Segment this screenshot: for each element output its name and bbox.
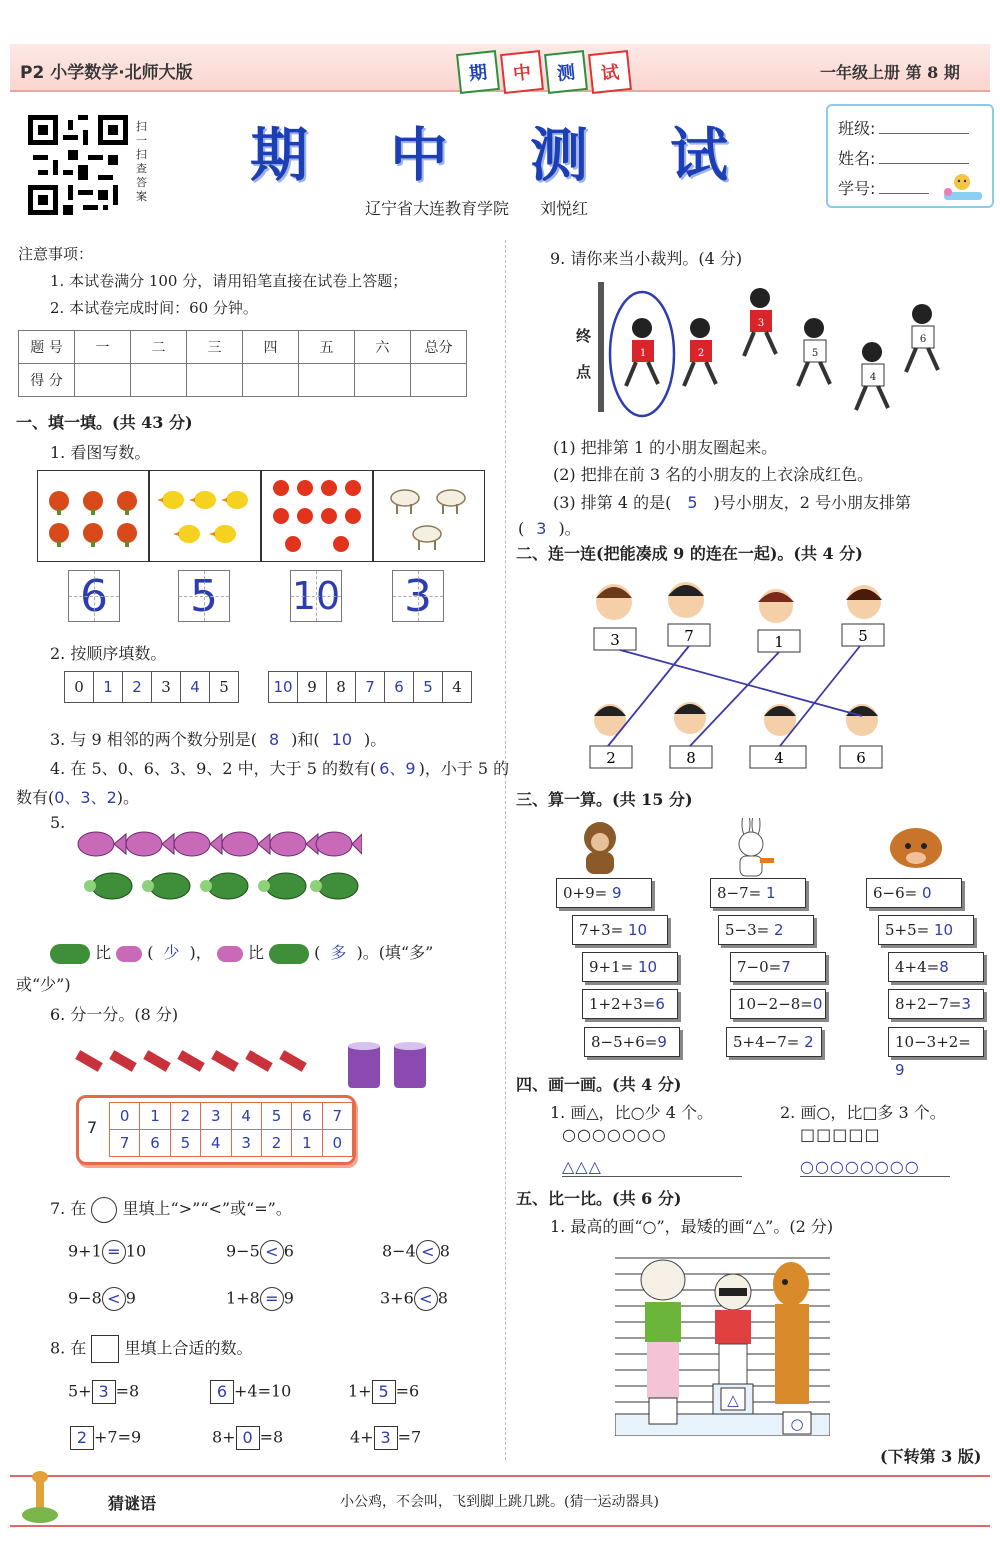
- seq-answer[interactable]: 6: [385, 672, 414, 703]
- split-answer[interactable]: 2: [261, 1130, 291, 1157]
- header-right: 一年级上册 第 8 期: [820, 63, 960, 82]
- split-answer[interactable]: 7: [322, 1103, 352, 1130]
- qr-caption: 扫一扫 查答案: [136, 120, 147, 203]
- cell: 六: [355, 331, 411, 364]
- bear-icon: [715, 1274, 751, 1384]
- svg-text:5: 5: [811, 348, 819, 359]
- compare-item: 1+8 = 9: [226, 1287, 294, 1311]
- calc-item[interactable]: 10−3+2= 9: [888, 1027, 984, 1057]
- pencil-cup-icon: [72, 1040, 432, 1092]
- split-answer[interactable]: 6: [292, 1103, 322, 1130]
- fill-answer[interactable]: 3: [374, 1426, 398, 1450]
- sequence-a: [64, 671, 239, 703]
- kid-icon: [758, 589, 800, 652]
- fish-icon: [116, 946, 142, 962]
- score-cell[interactable]: [243, 364, 299, 397]
- answer-box: [649, 1398, 677, 1424]
- calc-item[interactable]: 5+4−7= 2: [726, 1027, 822, 1057]
- apple-group: [261, 470, 373, 562]
- calc-item[interactable]: 8−7= 1: [710, 878, 806, 908]
- seq-cell: 0: [65, 672, 94, 703]
- calc-item[interactable]: 10−2−8=0: [730, 989, 826, 1019]
- split-table: [109, 1102, 353, 1157]
- q9-sub2: (2) 把排在前 3 名的小朋友的上衣涂成红色。: [553, 465, 874, 484]
- score-cell[interactable]: [355, 364, 411, 397]
- fill-answer[interactable]: 5: [372, 1380, 396, 1404]
- split-answer[interactable]: 3: [201, 1103, 231, 1130]
- calc-item[interactable]: 0+9= 9: [556, 878, 652, 908]
- s4-q2-answer[interactable]: ○○○○○○○○: [800, 1157, 950, 1177]
- seq-answer[interactable]: 10: [269, 672, 298, 703]
- cell: 得 分: [19, 364, 75, 397]
- author-name: 刘悦红: [540, 199, 589, 218]
- notice-item: 2. 本试卷完成时间：60 分钟。: [50, 299, 258, 317]
- seq-answer[interactable]: 5: [414, 672, 443, 703]
- title-char: 期: [250, 121, 311, 189]
- compare-answer[interactable]: <: [414, 1287, 438, 1311]
- badge: 中: [500, 50, 544, 94]
- svg-text:○: ○: [790, 1415, 804, 1433]
- cell: 题 号: [19, 331, 75, 364]
- split-answer[interactable]: 5: [170, 1130, 200, 1157]
- fill-answer[interactable]: 6: [210, 1380, 234, 1404]
- title-char: 测: [529, 121, 590, 189]
- turtle-icon: [50, 944, 90, 964]
- turn-note: (下转第 3 版): [880, 1447, 982, 1466]
- answer-box[interactable]: 6: [68, 570, 120, 622]
- notice-head: 注意事项：: [18, 245, 94, 263]
- s5-q1: 1. 最高的画“○”，最矮的画“△”。(2 分): [550, 1217, 834, 1236]
- question-label: 9. 请你来当小裁判。(4 分): [550, 249, 743, 268]
- badge: 期: [456, 50, 500, 94]
- kid-icon: [840, 704, 882, 768]
- finish-post-icon: [598, 282, 604, 412]
- seq-cell: 3: [152, 672, 181, 703]
- kid-icon: [590, 704, 632, 768]
- goat-group: [373, 470, 485, 562]
- answer[interactable]: 多: [330, 943, 347, 962]
- flower-group: [37, 470, 149, 562]
- split-answer[interactable]: 6: [140, 1130, 170, 1157]
- s4-q1: 1. 画△，比○少 4 个。: [550, 1103, 713, 1122]
- question-3: 3. 与 9 相邻的两个数分别是( 8 )和( 10 )。: [50, 730, 387, 749]
- compare-answer[interactable]: =: [102, 1240, 126, 1264]
- runner-icon: [906, 304, 938, 372]
- compare-answer[interactable]: <: [102, 1287, 126, 1311]
- split-board: [76, 1095, 356, 1165]
- rabbit-icon: [739, 818, 774, 876]
- count-pictures: [37, 470, 485, 562]
- answer-box[interactable]: 5: [178, 570, 230, 622]
- calc-item[interactable]: 9+1= 10: [582, 952, 678, 982]
- section-head: 三、算一算。(共 15 分): [516, 790, 693, 809]
- cell: 二: [131, 331, 187, 364]
- column-divider: [505, 240, 506, 1460]
- answer[interactable]: 6、9: [379, 759, 416, 778]
- question-label: 1. 看图写数。: [50, 443, 151, 462]
- svg-text:6: 6: [919, 334, 927, 345]
- fish-icon: [217, 946, 243, 962]
- id-field[interactable]: 学号:: [838, 176, 929, 199]
- svg-text:6: 6: [856, 749, 866, 767]
- compare-item: 9−5 < 6: [226, 1240, 294, 1264]
- s4-q1-answer[interactable]: △△△: [562, 1157, 742, 1177]
- runner-icon: [798, 318, 830, 386]
- name-field[interactable]: 姓名:: [838, 146, 969, 169]
- seq-cell: 4: [443, 672, 472, 703]
- calc-item[interactable]: 7+3= 10: [572, 915, 668, 945]
- calc-item[interactable]: 6−6= 0: [866, 878, 962, 908]
- split-answer[interactable]: 4: [201, 1130, 231, 1157]
- svg-text:3: 3: [757, 318, 765, 329]
- seq-answer[interactable]: 1: [94, 672, 123, 703]
- s4-q1-given: ○○○○○○○: [562, 1125, 667, 1144]
- dog-icon: [641, 1260, 685, 1398]
- seq-cell: 8: [327, 672, 356, 703]
- question-label: 6. 分一分。(8 分): [50, 1005, 179, 1024]
- footer-label: 猜谜语: [108, 1494, 157, 1513]
- runner-icon: [744, 288, 776, 356]
- cell: 三: [187, 331, 243, 364]
- monkey-icon: [584, 822, 616, 874]
- answer[interactable]: 3: [536, 519, 547, 538]
- answer[interactable]: 8: [268, 730, 280, 749]
- fill-answer[interactable]: 2: [70, 1426, 94, 1450]
- question-7-label: 7. 在 里填上“>”“<”或“=”。: [50, 1196, 292, 1223]
- sequence-b: [268, 671, 472, 703]
- calc-item[interactable]: 8+2−7=3: [888, 989, 984, 1019]
- calc-item[interactable]: 8−5+6=9: [584, 1027, 680, 1057]
- cow-icon: [890, 828, 942, 868]
- animal-icons: [574, 818, 954, 878]
- section-head: 五、比一比。(共 6 分): [516, 1189, 682, 1208]
- question-label: 2. 按顺序填数。: [50, 644, 167, 663]
- svg-text:1: 1: [774, 633, 784, 651]
- question-5-tail: 或“少”): [16, 975, 71, 994]
- answer-box[interactable]: 3: [392, 570, 444, 622]
- giraffe-icon: [940, 172, 986, 202]
- calc-item[interactable]: 7−0=7: [730, 952, 826, 982]
- calc-item[interactable]: 1+2+3=6: [582, 989, 678, 1019]
- author-org: 辽宁省大连教育学院: [365, 199, 510, 218]
- kid-icon: [594, 584, 636, 650]
- split-answer[interactable]: 2: [170, 1103, 200, 1130]
- score-cell[interactable]: [411, 364, 467, 397]
- split-answer[interactable]: 0: [110, 1103, 140, 1130]
- duck-group: [149, 470, 261, 562]
- svg-text:3: 3: [610, 631, 620, 649]
- fill-item: 5+ 3 =8: [68, 1380, 139, 1404]
- svg-text:2: 2: [697, 348, 705, 359]
- fill-item: 6 +4=10: [210, 1380, 291, 1404]
- compare-answer[interactable]: <: [416, 1240, 440, 1264]
- svg-text:4: 4: [869, 372, 877, 383]
- score-cell[interactable]: [75, 364, 131, 397]
- svg-text:7: 7: [684, 627, 694, 645]
- section-head: 四、画一画。(共 4 分): [516, 1075, 682, 1094]
- runner-icon: [856, 342, 888, 410]
- score-cell[interactable]: [299, 364, 355, 397]
- square-icon: [91, 1335, 119, 1363]
- section-head: 二、连一连(把能凑成 9 的连在一起)。(共 4 分): [516, 544, 863, 563]
- seq-answer[interactable]: 7: [356, 672, 385, 703]
- split-answer[interactable]: 5: [261, 1103, 291, 1130]
- fish-turtle-icon: [72, 822, 362, 912]
- kid-icon: [750, 704, 806, 768]
- section-head: 一、填一填。(共 43 分): [16, 413, 193, 432]
- question-4-cont: 数有(0、3、2)。: [16, 788, 140, 807]
- fill-answer[interactable]: 3: [92, 1380, 116, 1404]
- circle-icon: [91, 1197, 117, 1223]
- match-lines: [608, 646, 862, 746]
- title-char: 中: [389, 121, 450, 189]
- answer[interactable]: 0、3、2: [54, 788, 117, 807]
- title-char: 试: [669, 121, 730, 189]
- footer-riddle: 小公鸡，不会叫，飞到脚上跳几跳。(猜一运动器具): [340, 1494, 659, 1510]
- q9-sub3: (3) 排第 4 的是( 5 )号小朋友，2 号小朋友排第: [553, 493, 912, 512]
- fill-item: 8+ 0 =8: [212, 1426, 283, 1450]
- split-total: 7: [87, 1118, 98, 1137]
- q9-sub3-cont: ( 3 )。: [518, 519, 581, 538]
- s4-q2-given: □□□□□: [800, 1125, 881, 1144]
- score-table: [18, 330, 467, 397]
- kid-icon: [668, 582, 710, 646]
- qr-code-icon[interactable]: [28, 115, 128, 215]
- compare-answer[interactable]: =: [260, 1287, 284, 1311]
- fill-answer[interactable]: 0: [236, 1426, 260, 1450]
- match-scene: [580, 570, 900, 780]
- svg-text:1: 1: [639, 348, 647, 359]
- seq-answer[interactable]: 4: [181, 672, 210, 703]
- cell: 一: [75, 331, 131, 364]
- answer[interactable]: 少: [163, 943, 180, 962]
- calc-item[interactable]: 5+5= 10: [878, 915, 974, 945]
- q9-sub1: (1) 把排第 1 的小朋友圈起来。: [553, 438, 778, 457]
- badge: 试: [588, 50, 632, 94]
- fill-item: 1+ 5 =6: [348, 1380, 419, 1404]
- compare-item: 8−4 < 8: [382, 1240, 450, 1264]
- finish-label: 终点: [576, 327, 592, 381]
- question-8-label: 8. 在 里填上合适的数。: [50, 1335, 253, 1363]
- s4-q2: 2. 画○，比□多 3 个。: [780, 1103, 946, 1122]
- author-line: [365, 196, 588, 219]
- cell: 四: [243, 331, 299, 364]
- calc-item[interactable]: 4+4=8: [888, 952, 984, 982]
- runner-icon: [684, 318, 716, 386]
- turtle-icon: [269, 944, 309, 964]
- split-answer[interactable]: 4: [231, 1103, 261, 1130]
- badge: 测: [544, 50, 588, 94]
- class-field[interactable]: 班级:: [838, 116, 969, 139]
- svg-text:5: 5: [858, 627, 868, 645]
- svg-text:8: 8: [686, 749, 696, 767]
- flower-icon: [41, 481, 145, 551]
- svg-text:4: 4: [774, 749, 784, 767]
- question-5-compare: 比 ( 少 )， 比 ( 多 )。(填“多”: [50, 940, 433, 964]
- giraffe-icon: [773, 1262, 809, 1404]
- seq-cell: 9: [298, 672, 327, 703]
- duck-icon: [153, 478, 257, 554]
- fill-item: 2 +7=9: [70, 1426, 141, 1450]
- page-title: [250, 108, 730, 192]
- race-scene: [596, 282, 966, 422]
- svg-text:2: 2: [606, 749, 616, 767]
- answer-box[interactable]: 10: [290, 570, 342, 622]
- height-scene: [615, 1246, 830, 1436]
- seq-cell: 5: [210, 672, 239, 703]
- answer[interactable]: 10: [331, 730, 352, 749]
- notice-item: 1. 本试卷满分 100 分，请用铅笔直接在试卷上答题；: [50, 272, 408, 290]
- score-cell[interactable]: [187, 364, 243, 397]
- fill-item: 4+ 3 =7: [350, 1426, 421, 1450]
- cell: 五: [299, 331, 355, 364]
- split-answer[interactable]: 1: [140, 1103, 170, 1130]
- answer[interactable]: 5: [687, 493, 698, 512]
- apple-icon: [265, 474, 369, 558]
- question-label: 5.: [50, 813, 66, 832]
- score-cell[interactable]: [131, 364, 187, 397]
- footer: [10, 1475, 990, 1527]
- compare-item: 3+6 < 8: [380, 1287, 448, 1311]
- kid-icon: [842, 585, 884, 646]
- compare-item: 9−8 < 9: [68, 1287, 136, 1311]
- compare-item: 9+1 = 10: [68, 1240, 146, 1264]
- seq-answer[interactable]: 2: [123, 672, 152, 703]
- runner-icon: [626, 318, 658, 386]
- question-4: 4. 在 5、0、6、3、9、2 中，大于 5 的数有( 6、9 )，小于 5 的: [50, 759, 510, 778]
- kid-icon: [670, 702, 712, 768]
- split-answer[interactable]: 3: [231, 1130, 261, 1157]
- goat-icon: [377, 476, 481, 556]
- header-left: P2 小学数学·北师大版: [20, 63, 193, 83]
- svg-text:△: △: [727, 1391, 739, 1409]
- cell: 总分: [411, 331, 467, 364]
- compare-answer[interactable]: <: [260, 1240, 284, 1264]
- giraffe-icon: [10, 1471, 70, 1525]
- split-answer[interactable]: 1: [292, 1130, 322, 1157]
- split-answer[interactable]: 0: [322, 1130, 352, 1157]
- calc-item[interactable]: 5−3= 2: [718, 915, 814, 945]
- split-answer[interactable]: 7: [110, 1130, 140, 1157]
- student-info-box: [826, 104, 994, 208]
